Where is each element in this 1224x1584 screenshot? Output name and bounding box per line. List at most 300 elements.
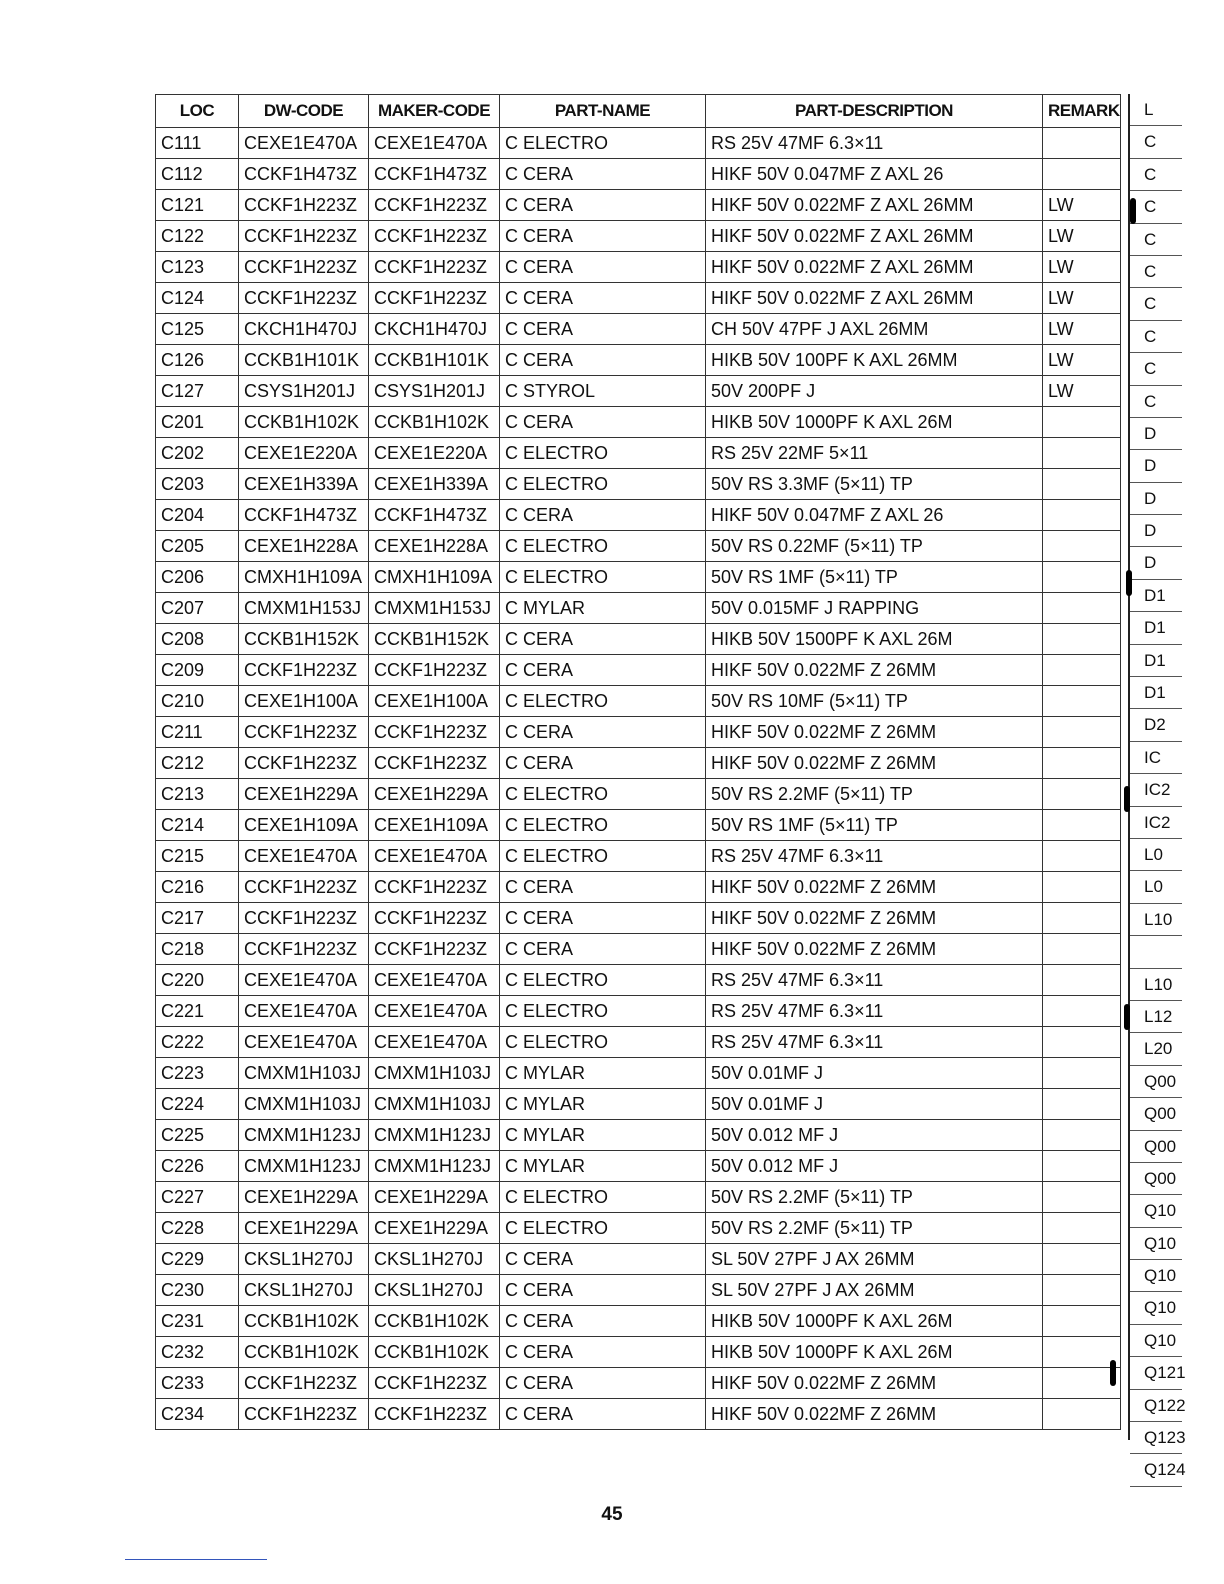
cell-dw-code: CKSL1H270J (239, 1275, 369, 1306)
table-row (156, 841, 1121, 872)
column-header-maker-code: MAKER-CODE (369, 95, 500, 128)
cell-part-name: C ELECTRO (500, 1213, 706, 1244)
cell-part-name: C CERA (500, 903, 706, 934)
table-row (156, 252, 1121, 283)
table-row (156, 1244, 1121, 1275)
cell-maker-code: CCKF1H223Z (369, 252, 500, 283)
cell-part-description: 50V 200PF J (706, 376, 1043, 407)
cell-part-name: C CERA (500, 1399, 706, 1430)
column-header-part-name: PART-NAME (500, 95, 706, 128)
facing-page-fragment: L (1130, 94, 1182, 126)
cell-part-description: HIKF 50V 0.022MF Z 26MM (706, 717, 1043, 748)
cell-part-description: HIKF 50V 0.022MF Z 26MM (706, 1399, 1043, 1430)
cell-remark (1043, 841, 1121, 872)
cell-remark (1043, 1306, 1121, 1337)
cell-part-name: C CERA (500, 221, 706, 252)
cell-dw-code: CCKB1H101K (239, 345, 369, 376)
cell-maker-code: CCKB1H101K (369, 345, 500, 376)
facing-page-fragment: L10 (1130, 969, 1182, 1001)
cell-dw-code: CCKB1H102K (239, 1306, 369, 1337)
facing-page-fragment: C (1130, 353, 1182, 385)
cell-remark (1043, 655, 1121, 686)
table-row (156, 748, 1121, 779)
table-row (156, 1120, 1121, 1151)
cell-part-description: HIKB 50V 1000PF K AXL 26M (706, 1337, 1043, 1368)
cell-part-description: 50V RS 1MF (5×11) TP (706, 810, 1043, 841)
binding-mark (1110, 1360, 1116, 1386)
cell-maker-code: CCKF1H223Z (369, 1368, 500, 1399)
table-row (156, 996, 1121, 1027)
cell-part-name: C ELECTRO (500, 810, 706, 841)
cell-remark (1043, 1182, 1121, 1213)
cell-loc: C123 (156, 252, 239, 283)
cell-loc: C208 (156, 624, 239, 655)
cell-dw-code: CCKB1H102K (239, 1337, 369, 1368)
column-header-loc: LOC (156, 95, 239, 128)
cell-loc: C227 (156, 1182, 239, 1213)
cell-part-description: RS 25V 47MF 6.3×11 (706, 128, 1043, 159)
table-row (156, 593, 1121, 624)
cell-part-description: 50V RS 2.2MF (5×11) TP (706, 1213, 1043, 1244)
table-row (156, 872, 1121, 903)
binding-mark (1124, 786, 1130, 812)
cell-remark (1043, 128, 1121, 159)
cell-part-description: HIKB 50V 1500PF K AXL 26M (706, 624, 1043, 655)
facing-page-fragment: D (1130, 547, 1182, 579)
cell-maker-code: CCKF1H223Z (369, 655, 500, 686)
cell-remark: LW (1043, 314, 1121, 345)
cell-maker-code: CCKF1H223Z (369, 934, 500, 965)
cell-part-description: 50V RS 3.3MF (5×11) TP (706, 469, 1043, 500)
cell-remark (1043, 1213, 1121, 1244)
cell-maker-code: CCKF1H223Z (369, 903, 500, 934)
table-row (156, 903, 1121, 934)
cell-loc: C220 (156, 965, 239, 996)
cell-part-description: 50V 0.01MF J (706, 1089, 1043, 1120)
cell-remark (1043, 1337, 1121, 1368)
cell-loc: C233 (156, 1368, 239, 1399)
facing-page-fragment: C (1130, 224, 1182, 256)
cell-loc: C218 (156, 934, 239, 965)
cell-maker-code: CEXE1H229A (369, 1213, 500, 1244)
cell-remark (1043, 593, 1121, 624)
cell-loc: C212 (156, 748, 239, 779)
table-row (156, 1182, 1121, 1213)
table-row (156, 190, 1121, 221)
cell-remark (1043, 159, 1121, 190)
cell-part-name: C CERA (500, 314, 706, 345)
cell-maker-code: CEXE1E220A (369, 438, 500, 469)
facing-page-fragment: Q00 (1130, 1163, 1182, 1195)
cell-dw-code: CEXE1E470A (239, 128, 369, 159)
cell-maker-code: CCKF1H223Z (369, 748, 500, 779)
cell-remark (1043, 996, 1121, 1027)
cell-dw-code: CEXE1H229A (239, 1213, 369, 1244)
cell-part-name: C CERA (500, 252, 706, 283)
parts-list-table (155, 94, 1121, 1430)
facing-page-fragment: D (1130, 418, 1182, 450)
cell-loc: C125 (156, 314, 239, 345)
cell-part-description: 50V RS 2.2MF (5×11) TP (706, 1182, 1043, 1213)
cell-part-description: HIKF 50V 0.022MF Z 26MM (706, 903, 1043, 934)
cell-remark (1043, 934, 1121, 965)
cell-maker-code: CCKF1H223Z (369, 283, 500, 314)
cell-part-name: C MYLAR (500, 1120, 706, 1151)
cell-loc: C215 (156, 841, 239, 872)
cell-remark (1043, 810, 1121, 841)
facing-page-fragment: C (1130, 126, 1182, 158)
cell-part-description: 50V RS 2.2MF (5×11) TP (706, 779, 1043, 810)
cell-dw-code: CEXE1E470A (239, 1027, 369, 1058)
table-row (156, 810, 1121, 841)
cell-remark: LW (1043, 252, 1121, 283)
cell-part-name: C STYROL (500, 376, 706, 407)
cell-remark (1043, 562, 1121, 593)
cell-part-description: 50V RS 1MF (5×11) TP (706, 562, 1043, 593)
cell-dw-code: CCKB1H152K (239, 624, 369, 655)
column-header-part-description: PART-DESCRIPTION (706, 95, 1043, 128)
cell-maker-code: CEXE1E470A (369, 841, 500, 872)
cell-part-description: HIKF 50V 0.022MF Z 26MM (706, 748, 1043, 779)
cell-part-description: 50V RS 0.22MF (5×11) TP (706, 531, 1043, 562)
facing-page-fragment: Q10 (1130, 1325, 1182, 1357)
cell-loc: C226 (156, 1151, 239, 1182)
table-row (156, 686, 1121, 717)
cell-part-description: HIKF 50V 0.022MF Z AXL 26MM (706, 283, 1043, 314)
cell-part-name: C CERA (500, 190, 706, 221)
cell-part-description: HIKF 50V 0.022MF Z AXL 26MM (706, 221, 1043, 252)
cell-dw-code: CKSL1H270J (239, 1244, 369, 1275)
facing-page-fragment (1130, 936, 1182, 968)
cell-part-name: C CERA (500, 1368, 706, 1399)
cell-part-description: RS 25V 22MF 5×11 (706, 438, 1043, 469)
cell-dw-code: CCKF1H223Z (239, 903, 369, 934)
cell-part-name: C MYLAR (500, 1151, 706, 1182)
cell-part-name: C CERA (500, 748, 706, 779)
table-row (156, 159, 1121, 190)
facing-page-fragment: Q10 (1130, 1195, 1182, 1227)
table-row (156, 1399, 1121, 1430)
cell-part-name: C CERA (500, 872, 706, 903)
cell-remark (1043, 1151, 1121, 1182)
cell-dw-code: CMXM1H103J (239, 1089, 369, 1120)
cell-maker-code: CEXE1E470A (369, 1027, 500, 1058)
table-row (156, 283, 1121, 314)
cell-dw-code: CCKF1H223Z (239, 655, 369, 686)
cell-part-name: C ELECTRO (500, 779, 706, 810)
table-row (156, 376, 1121, 407)
table-row (156, 407, 1121, 438)
cell-dw-code: CEXE1H100A (239, 686, 369, 717)
cell-maker-code: CMXM1H123J (369, 1151, 500, 1182)
cell-loc: C217 (156, 903, 239, 934)
cell-loc: C213 (156, 779, 239, 810)
cell-part-description: RS 25V 47MF 6.3×11 (706, 965, 1043, 996)
cell-part-name: C ELECTRO (500, 128, 706, 159)
cell-maker-code: CCKF1H223Z (369, 872, 500, 903)
table-row (156, 934, 1121, 965)
table-row (156, 128, 1121, 159)
facing-page-fragment: Q00 (1130, 1098, 1182, 1130)
cell-dw-code: CCKF1H223Z (239, 934, 369, 965)
facing-page-fragment: D1 (1130, 580, 1182, 612)
cell-part-name: C ELECTRO (500, 965, 706, 996)
cell-maker-code: CCKF1H473Z (369, 500, 500, 531)
cell-loc: C209 (156, 655, 239, 686)
facing-page-fragment: Q121 (1130, 1357, 1182, 1389)
cell-dw-code: CEXE1E220A (239, 438, 369, 469)
facing-page-fragment: C (1130, 159, 1182, 191)
cell-loc: C121 (156, 190, 239, 221)
facing-page-fragment: L0 (1130, 871, 1182, 903)
table-row (156, 469, 1121, 500)
table-row (156, 624, 1121, 655)
cell-part-name: C CERA (500, 934, 706, 965)
table-row (156, 500, 1121, 531)
cell-part-name: C CERA (500, 1306, 706, 1337)
cell-remark (1043, 1244, 1121, 1275)
cell-remark (1043, 686, 1121, 717)
facing-page-fragment: D2 (1130, 709, 1182, 741)
cell-maker-code: CMXM1H153J (369, 593, 500, 624)
cell-dw-code: CCKF1H223Z (239, 872, 369, 903)
cell-part-name: C CERA (500, 624, 706, 655)
table-row (156, 1027, 1121, 1058)
cell-remark (1043, 1368, 1121, 1399)
cell-dw-code: CMXM1H123J (239, 1151, 369, 1182)
cell-part-description: 50V RS 10MF (5×11) TP (706, 686, 1043, 717)
cell-part-description: HIKF 50V 0.047MF Z AXL 26 (706, 159, 1043, 190)
cell-loc: C201 (156, 407, 239, 438)
cell-maker-code: CCKF1H223Z (369, 190, 500, 221)
cell-maker-code: CEXE1E470A (369, 965, 500, 996)
cell-remark (1043, 531, 1121, 562)
table-row (156, 1275, 1121, 1306)
cell-maker-code: CMXM1H123J (369, 1120, 500, 1151)
cell-dw-code: CCKF1H223Z (239, 1368, 369, 1399)
cell-dw-code: CCKF1H223Z (239, 252, 369, 283)
cell-part-name: C CERA (500, 655, 706, 686)
cell-loc: C234 (156, 1399, 239, 1430)
cell-part-name: C CERA (500, 283, 706, 314)
cell-loc: C229 (156, 1244, 239, 1275)
cell-loc: C225 (156, 1120, 239, 1151)
cell-part-description: 50V 0.01MF J (706, 1058, 1043, 1089)
cell-dw-code: CEXE1H229A (239, 1182, 369, 1213)
cell-loc: C205 (156, 531, 239, 562)
cell-maker-code: CSYS1H201J (369, 376, 500, 407)
facing-page-fragment: IC (1130, 742, 1182, 774)
facing-page-fragment: C (1130, 321, 1182, 353)
cell-maker-code: CEXE1E470A (369, 996, 500, 1027)
cell-dw-code: CCKF1H223Z (239, 717, 369, 748)
table-row (156, 531, 1121, 562)
cell-part-name: C ELECTRO (500, 438, 706, 469)
cell-dw-code: CCKF1H473Z (239, 159, 369, 190)
cell-loc: C216 (156, 872, 239, 903)
cell-maker-code: CKSL1H270J (369, 1244, 500, 1275)
cell-maker-code: CCKF1H223Z (369, 717, 500, 748)
cell-part-name: C CERA (500, 159, 706, 190)
cell-dw-code: CSYS1H201J (239, 376, 369, 407)
cell-dw-code: CEXE1H109A (239, 810, 369, 841)
cell-part-description: HIKF 50V 0.022MF Z 26MM (706, 1368, 1043, 1399)
cell-part-description: RS 25V 47MF 6.3×11 (706, 1027, 1043, 1058)
facing-page-fragment: Q00 (1130, 1066, 1182, 1098)
cell-part-description: RS 25V 47MF 6.3×11 (706, 996, 1043, 1027)
cell-maker-code: CEXE1H229A (369, 779, 500, 810)
cell-loc: C202 (156, 438, 239, 469)
facing-page-fragment: C (1130, 288, 1182, 320)
cell-loc: C221 (156, 996, 239, 1027)
cell-dw-code: CEXE1H229A (239, 779, 369, 810)
cell-dw-code: CCKF1H223Z (239, 748, 369, 779)
cell-dw-code: CMXH1H109A (239, 562, 369, 593)
facing-page-fragment: L12 (1130, 1001, 1182, 1033)
column-header-remark: REMARK (1043, 95, 1121, 128)
cell-dw-code: CMXM1H103J (239, 1058, 369, 1089)
cell-part-name: C ELECTRO (500, 686, 706, 717)
cell-remark: LW (1043, 345, 1121, 376)
cell-loc: C122 (156, 221, 239, 252)
cell-dw-code: CMXM1H153J (239, 593, 369, 624)
cell-dw-code: CEXE1E470A (239, 841, 369, 872)
facing-page-fragment: Q10 (1130, 1292, 1182, 1324)
facing-page-fragment: C (1130, 386, 1182, 418)
cell-part-name: C ELECTRO (500, 562, 706, 593)
cell-loc: C206 (156, 562, 239, 593)
cell-dw-code: CEXE1E470A (239, 965, 369, 996)
footer-rule (125, 1559, 267, 1560)
cell-remark (1043, 872, 1121, 903)
cell-maker-code: CMXH1H109A (369, 562, 500, 593)
cell-loc: C214 (156, 810, 239, 841)
facing-page-fragment: IC2 (1130, 807, 1182, 839)
cell-maker-code: CCKF1H223Z (369, 1399, 500, 1430)
facing-page-fragment: Q00 (1130, 1131, 1182, 1163)
table-row (156, 1213, 1121, 1244)
cell-dw-code: CMXM1H123J (239, 1120, 369, 1151)
cell-part-name: C CERA (500, 1244, 706, 1275)
facing-page-fragment: Q122 (1130, 1390, 1182, 1422)
cell-maker-code: CCKB1H152K (369, 624, 500, 655)
cell-dw-code: CEXE1H228A (239, 531, 369, 562)
table-row (156, 1089, 1121, 1120)
facing-page-fragment: C (1130, 256, 1182, 288)
cell-loc: C230 (156, 1275, 239, 1306)
cell-maker-code: CEXE1H339A (369, 469, 500, 500)
cell-loc: C210 (156, 686, 239, 717)
cell-part-name: C CERA (500, 407, 706, 438)
cell-loc: C223 (156, 1058, 239, 1089)
cell-part-name: C CERA (500, 500, 706, 531)
cell-remark (1043, 965, 1121, 996)
cell-maker-code: CEXE1H229A (369, 1182, 500, 1213)
cell-part-description: SL 50V 27PF J AX 26MM (706, 1275, 1043, 1306)
cell-maker-code: CCKF1H223Z (369, 221, 500, 252)
facing-page-edge (1128, 94, 1186, 1480)
cell-part-name: C ELECTRO (500, 996, 706, 1027)
facing-page-fragment: D1 (1130, 645, 1182, 677)
cell-loc: C228 (156, 1213, 239, 1244)
cell-maker-code: CCKB1H102K (369, 1306, 500, 1337)
cell-loc: C127 (156, 376, 239, 407)
cell-loc: C231 (156, 1306, 239, 1337)
cell-dw-code: CEXE1E470A (239, 996, 369, 1027)
table-row (156, 1306, 1121, 1337)
cell-loc: C111 (156, 128, 239, 159)
cell-part-description: 50V 0.012 MF J (706, 1120, 1043, 1151)
cell-part-name: C CERA (500, 1275, 706, 1306)
cell-remark: LW (1043, 190, 1121, 221)
cell-dw-code: CCKF1H223Z (239, 190, 369, 221)
cell-remark (1043, 1058, 1121, 1089)
cell-maker-code: CKCH1H470J (369, 314, 500, 345)
binding-mark (1126, 570, 1132, 596)
facing-page-fragment: L0 (1130, 839, 1182, 871)
cell-part-description: HIKF 50V 0.022MF Z AXL 26MM (706, 190, 1043, 221)
cell-remark: LW (1043, 376, 1121, 407)
cell-remark (1043, 1120, 1121, 1151)
table-row (156, 1151, 1121, 1182)
cell-remark (1043, 1399, 1121, 1430)
cell-remark (1043, 624, 1121, 655)
table-row (156, 1368, 1121, 1399)
cell-part-description: HIKF 50V 0.022MF Z 26MM (706, 655, 1043, 686)
table-row (156, 717, 1121, 748)
cell-loc: C207 (156, 593, 239, 624)
cell-maker-code: CEXE1H109A (369, 810, 500, 841)
cell-maker-code: CEXE1H100A (369, 686, 500, 717)
cell-part-description: HIKB 50V 1000PF K AXL 26M (706, 1306, 1043, 1337)
table-row (156, 562, 1121, 593)
cell-dw-code: CCKB1H102K (239, 407, 369, 438)
table-row (156, 1337, 1121, 1368)
cell-remark (1043, 717, 1121, 748)
table-row (156, 965, 1121, 996)
facing-page-fragment: D1 (1130, 677, 1182, 709)
cell-part-description: RS 25V 47MF 6.3×11 (706, 841, 1043, 872)
facing-page-fragment: Q124 (1130, 1454, 1182, 1486)
cell-part-name: C MYLAR (500, 1089, 706, 1120)
cell-loc: C211 (156, 717, 239, 748)
cell-remark: LW (1043, 283, 1121, 314)
cell-part-name: C CERA (500, 1337, 706, 1368)
cell-remark (1043, 469, 1121, 500)
cell-dw-code: CCKF1H473Z (239, 500, 369, 531)
cell-loc: C222 (156, 1027, 239, 1058)
cell-part-name: C ELECTRO (500, 841, 706, 872)
cell-part-description: CH 50V 47PF J AXL 26MM (706, 314, 1043, 345)
cell-maker-code: CMXM1H103J (369, 1058, 500, 1089)
cell-part-description: SL 50V 27PF J AX 26MM (706, 1244, 1043, 1275)
table-body (156, 128, 1121, 1430)
facing-page-fragment: D1 (1130, 612, 1182, 644)
cell-part-description: HIKF 50V 0.022MF Z AXL 26MM (706, 252, 1043, 283)
facing-page-fragment: Q123 (1130, 1422, 1182, 1454)
cell-dw-code: CCKF1H223Z (239, 1399, 369, 1430)
cell-remark: LW (1043, 221, 1121, 252)
cell-loc: C203 (156, 469, 239, 500)
cell-loc: C126 (156, 345, 239, 376)
cell-part-name: C ELECTRO (500, 531, 706, 562)
facing-page-fragment: Q10 (1130, 1228, 1182, 1260)
cell-remark (1043, 748, 1121, 779)
cell-part-name: C CERA (500, 345, 706, 376)
cell-remark (1043, 903, 1121, 934)
cell-part-name: C ELECTRO (500, 469, 706, 500)
cell-remark (1043, 1089, 1121, 1120)
